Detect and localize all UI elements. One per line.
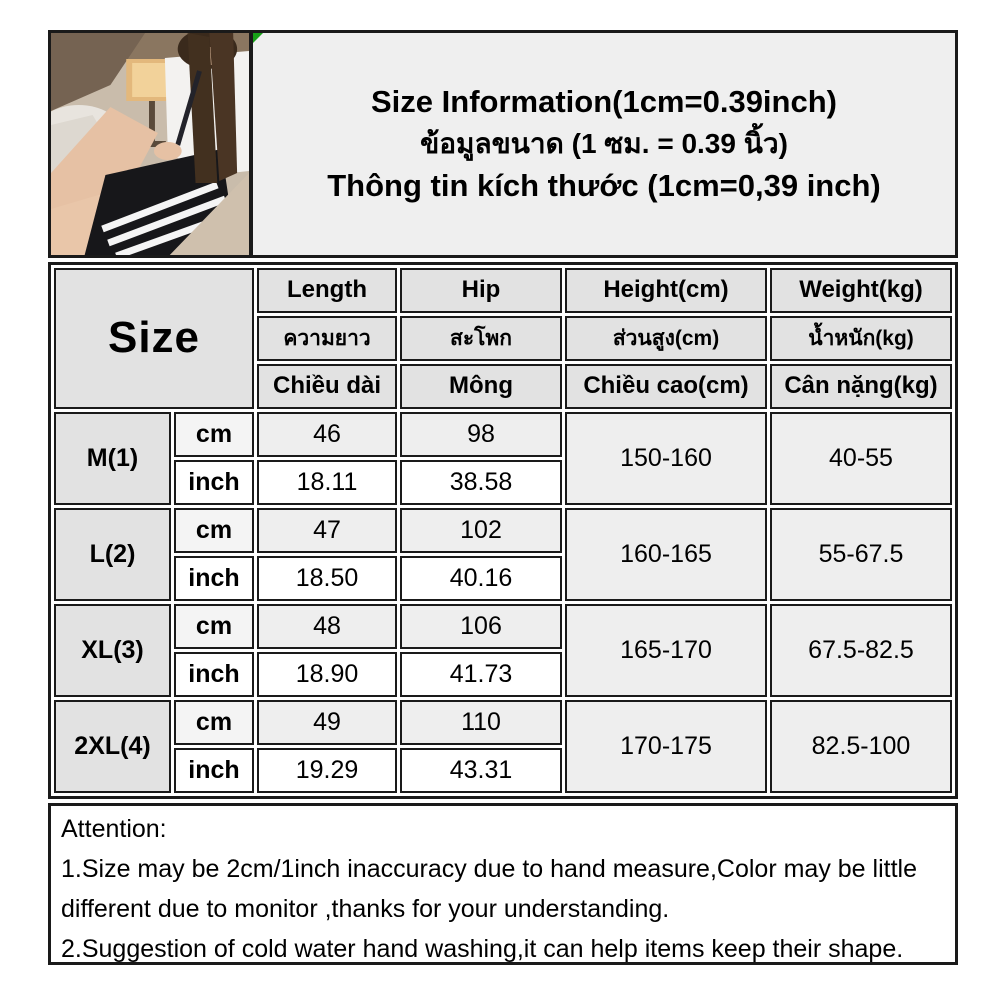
l-height: 160-165 [565,508,767,601]
size-info-header-block [48,30,958,258]
l-length-inch: 18.50 [257,556,397,601]
attention-line-3: 2.Suggestion of cold water hand washing,it can help items keep their shape. [61,935,904,963]
2xl-length-cm: 49 [257,700,397,745]
col-header-hip-vi: Mông [400,364,562,409]
attention-line-1: 1.Size may be 2cm/1inch inaccuracy due to hand measure,Color may be little [61,855,917,883]
size-label-2xl: 2XL(4) [54,700,171,793]
xl-weight: 67.5-82.5 [770,604,952,697]
l-hip-inch: 40.16 [400,556,562,601]
xl-hip-inch: 41.73 [400,652,562,697]
attention-line-2: different due to monitor ,thanks for your understanding. [61,895,670,923]
green-corner-marker [253,33,263,43]
col-header-hip-en: Hip [400,268,562,313]
col-header-weight-en: Weight(kg) [770,268,952,313]
col-header-length-en: Length [257,268,397,313]
m-length-inch: 18.11 [257,460,397,505]
col-header-height-th: ส่วนสูง(cm) [565,316,767,361]
l-hip-cm: 102 [400,508,562,553]
xl-length-inch: 18.90 [257,652,397,697]
title-vietnamese: Thông tin kích thước (1cm=0,39 inch) [327,168,881,203]
col-header-height-vi: Chiều cao(cm) [565,364,767,409]
size-chart-table [48,262,958,799]
size-header-cell: Size [54,268,254,409]
l-length-cm: 47 [257,508,397,553]
2xl-length-inch: 19.29 [257,748,397,793]
xl-length-cm: 48 [257,604,397,649]
col-header-hip-th: สะโพก [400,316,562,361]
unit-inch: inch [174,748,254,793]
unit-cm: cm [174,508,254,553]
xl-hip-cm: 106 [400,604,562,649]
attention-notes [48,803,958,965]
unit-cm: cm [174,412,254,457]
title-english: Size Information(1cm=0.39inch) [371,84,837,119]
2xl-hip-inch: 43.31 [400,748,562,793]
unit-inch: inch [174,652,254,697]
2xl-weight: 82.5-100 [770,700,952,793]
unit-cm: cm [174,604,254,649]
col-header-length-vi: Chiều dài [257,364,397,409]
m-height: 150-160 [565,412,767,505]
m-hip-cm: 98 [400,412,562,457]
xl-height: 165-170 [565,604,767,697]
product-photo [51,33,253,255]
unit-inch: inch [174,460,254,505]
col-header-length-th: ความยาว [257,316,397,361]
unit-cm: cm [174,700,254,745]
product-photo-illustration [51,33,249,255]
size-label-xl: XL(3) [54,604,171,697]
2xl-hip-cm: 110 [400,700,562,745]
m-length-cm: 46 [257,412,397,457]
col-header-weight-th: น้ำหนัก(kg) [770,316,952,361]
size-label-l: L(2) [54,508,171,601]
size-label-m: M(1) [54,412,171,505]
unit-inch: inch [174,556,254,601]
col-header-height-en: Height(cm) [565,268,767,313]
col-header-weight-vi: Cân nặng(kg) [770,364,952,409]
2xl-height: 170-175 [565,700,767,793]
m-weight: 40-55 [770,412,952,505]
m-hip-inch: 38.58 [400,460,562,505]
title-thai: ข้อมูลขนาด (1 ซม. = 0.39 นิ้ว) [420,128,788,159]
size-information-title [253,33,955,255]
attention-heading: Attention: [61,815,167,843]
l-weight: 55-67.5 [770,508,952,601]
